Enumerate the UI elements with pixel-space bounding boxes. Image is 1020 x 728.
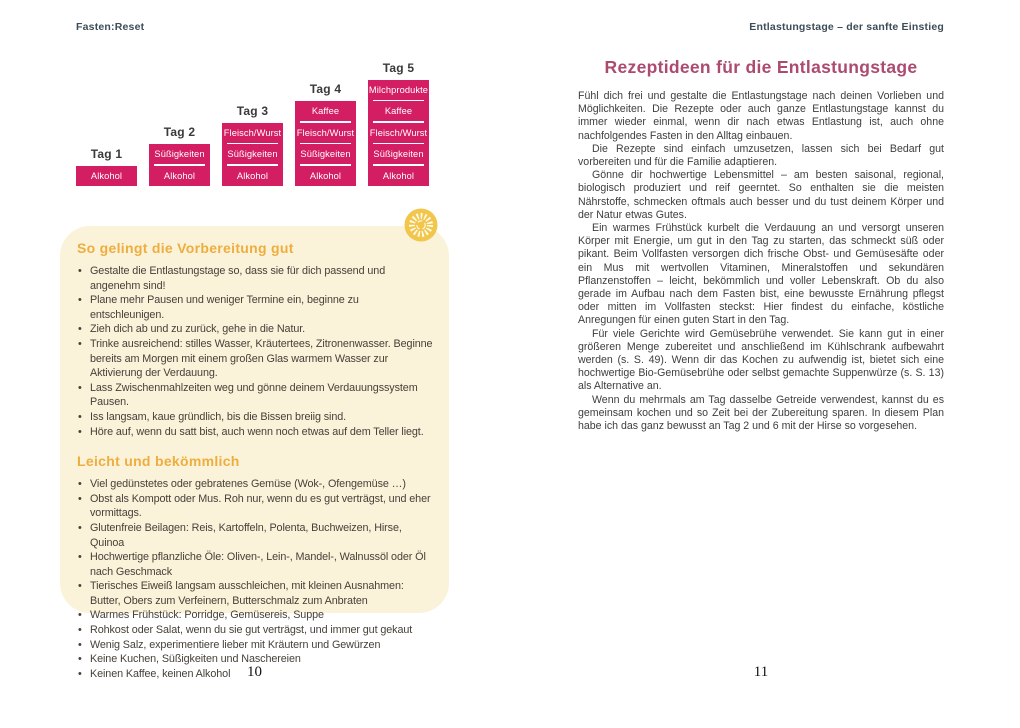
- bar-chart: [76, 58, 435, 186]
- list-item: • Warmes Frühstück: Porridge, Gemüsereis, Suppe: [77, 608, 435, 623]
- body-paragraph: Gönne dir hochwertige Lebensmittel – am besten saisonal, regional, biologisch produziert und reif geerntet. So enthalten sie die meisten Nährstoffe, schmecken oftmals auch besser und du tust deinem Körper und der Natur etwas Gutes.: [578, 169, 944, 221]
- running-head-right: Entlastungstage – der sanfte Einstieg: [749, 21, 944, 33]
- bar-day-label: Tag 1: [90, 147, 123, 161]
- list-item: • Lass Zwischenmahlzeiten weg und gönne deinem Verdauungssystem Pausen.: [77, 381, 435, 410]
- list-item: • Gestalte die Entlastungstage so, dass sie für dich passend und angenehm sind!: [77, 264, 435, 293]
- info-box-sections: [77, 240, 435, 681]
- running-head-left: Fasten:Reset: [76, 21, 145, 33]
- info-box-heading: Leicht und bekömmlich: [77, 453, 240, 470]
- list-item: • Keine Kuchen, Süßigkeiten und Naschereien: [77, 652, 435, 667]
- bar-segment-label: Fleisch/Wurst: [369, 127, 428, 138]
- stacked-bar: [295, 101, 356, 186]
- bar-day-label: Tag 2: [163, 125, 196, 140]
- bullet-list: [77, 264, 435, 439]
- list-item: • Rohkost oder Salat, wenn du sie gut verträgst, und immer gut gekaut: [77, 623, 435, 638]
- list-item: • Viel gedünstetes oder gebratenes Gemüse (Wok-, Ofengemüse …): [77, 477, 435, 492]
- list-item: • Iss langsam, kaue gründlich, bis die Bissen breiig sind.: [77, 410, 435, 425]
- bar-column: [368, 61, 429, 186]
- bar-day-label: Tag 5: [382, 60, 415, 75]
- body-paragraph: Für viele Gerichte wird Gemüsebrühe verwendet. Sie kann gut in einer größeren Menge zubereitet und anschließend im Kühlschrank aufbewahrt werden (s. S. 49). Wenn dir das Kochen zu aufwendig ist, bietet sich eine hochwertige Bio-Gemüsebrühe oder selbst gemachte Suppenwürze (s. S. 13) als Alternative an.: [578, 327, 944, 393]
- page-number-left: 10: [247, 664, 262, 680]
- bar-day-label: Tag 3: [236, 103, 269, 118]
- bullet-list: [77, 477, 435, 681]
- body-text: [578, 90, 944, 433]
- list-item: • Hochwertige pflanzliche Öle: Oliven-, Lein-, Mandel-, Walnussöl oder Öl nach Geschmack: [77, 550, 435, 579]
- list-item: • Obst als Kompott oder Mus. Roh nur, wenn du es gut verträgst, und eher vormittags.: [77, 492, 435, 521]
- body-paragraph: Wenn du mehrmals am Tag dasselbe Getreide verwendest, kannst du es gemeinsam kochen und so Zeit bei der Zubereitung sparen. In diesem Plan habe ich das ganz bewusst an Tag 2 und 6 mit der Hirse so vorgesehen.: [578, 393, 944, 433]
- bar-segment-label: Alkohol: [382, 171, 415, 181]
- list-item: • Höre auf, wenn du satt bist, auch wenn noch etwas auf dem Teller liegt.: [77, 425, 435, 440]
- bar-segment-label: Kaffee: [311, 106, 340, 117]
- bar-segment-label: Kaffee: [384, 106, 413, 117]
- bar-segment-label: Alkohol: [163, 171, 196, 181]
- stacked-bar: [368, 80, 429, 186]
- list-item: • Tierisches Eiweiß langsam ausschleichen, mit kleinen Ausnahmen: Butter, Obers zum Verfeinern, Butterschmalz zum Anbraten: [77, 579, 435, 608]
- page-title: Rezeptideen für die Entlastungstage: [604, 57, 918, 77]
- list-item: • Plane mehr Pausen und weniger Termine ein, beginne zu entschleunigen.: [77, 293, 435, 322]
- list-item: • Trinke ausreichend: stilles Wasser, Kräutertees, Zitronenwasser. Beginne bereits am Morgen mit einem großen Glas warmem Wasser zur Aktivierung der Verdauung.: [77, 337, 435, 381]
- stacked-bar: [222, 123, 283, 186]
- list-item: • Glutenfreie Beilagen: Reis, Kartoffeln, Polenta, Buchweizen, Hirse, Quinoa: [77, 521, 435, 550]
- bar-column: [149, 125, 210, 186]
- info-box-heading: So gelingt die Vorbereitung gut: [77, 240, 294, 256]
- stacked-bar: [149, 144, 210, 186]
- bar-segment-label: Milchprodukte: [368, 84, 429, 95]
- bar-segment-label: Süßigkeiten: [154, 149, 205, 160]
- bar-column: [222, 104, 283, 186]
- list-item: • Keinen Kaffee, keinen Alkohol: [77, 667, 435, 682]
- bar-segment-label: Süßigkeiten: [373, 149, 424, 160]
- stacked-bar: [76, 166, 137, 186]
- body-paragraph: Fühl dich frei und gestalte die Entlastungstage nach deinen Vorlieben und Möglichkeiten. Die Rezepte oder auch ganze Entlastungstage kannst du immer wieder einmal, wenn dir nach etwas Entlastung ist, auch ohne nachfolgendes Fasten in den Alltag einbauen.: [578, 90, 944, 142]
- bar-day-label: Tag 4: [309, 82, 342, 97]
- sun-icon: [404, 208, 438, 242]
- list-item: • Wenig Salz, experimentiere lieber mit Kräutern und Gewürzen: [77, 638, 435, 653]
- bar-segment-label: Alkohol: [236, 171, 269, 181]
- bar-segment-label: Süßigkeiten: [300, 149, 351, 160]
- bar-segment-label: Süßigkeiten: [227, 149, 278, 160]
- bar-column: [76, 147, 137, 186]
- page-number-right: 11: [753, 664, 769, 680]
- body-paragraph: Ein warmes Frühstück kurbelt die Verdauung an und versorgt unseren Körper mit Energie, um gut in den Tag zu starten, das schmeckt süß oder pikant. Beim Vollfasten versorgen dich frische Obst- und Gemüsesäfte oder ein Mus mit wertvollen Vitaminen, Mineralstoffen und sekundären Pflanzenstoffen – leicht, bekömmlich und voller Lebenskraft. Ob du also gerade im Aufbau nach dem Fasten bist, eine bewusste Ernährung pflegst oder mitten im Vollfasten steckst: Hier findest du einfache, köstliche Anregungen für einen guten Start in den Tag.: [578, 222, 944, 327]
- bar-segment-label: Fleisch/Wurst: [296, 127, 355, 138]
- bar-segment-label: Fleisch/Wurst: [223, 127, 282, 138]
- list-item: • Zieh dich ab und zu zurück, gehe in die Natur.: [77, 322, 435, 337]
- bar-segment-label: Alkohol: [90, 171, 123, 181]
- bar-segment-label: Alkohol: [309, 171, 342, 181]
- bar-column: [295, 82, 356, 186]
- body-paragraph: Die Rezepte sind einfach umzusetzen, lassen sich bei Bedarf gut vorbereiten und für die Familie adaptieren.: [578, 142, 944, 169]
